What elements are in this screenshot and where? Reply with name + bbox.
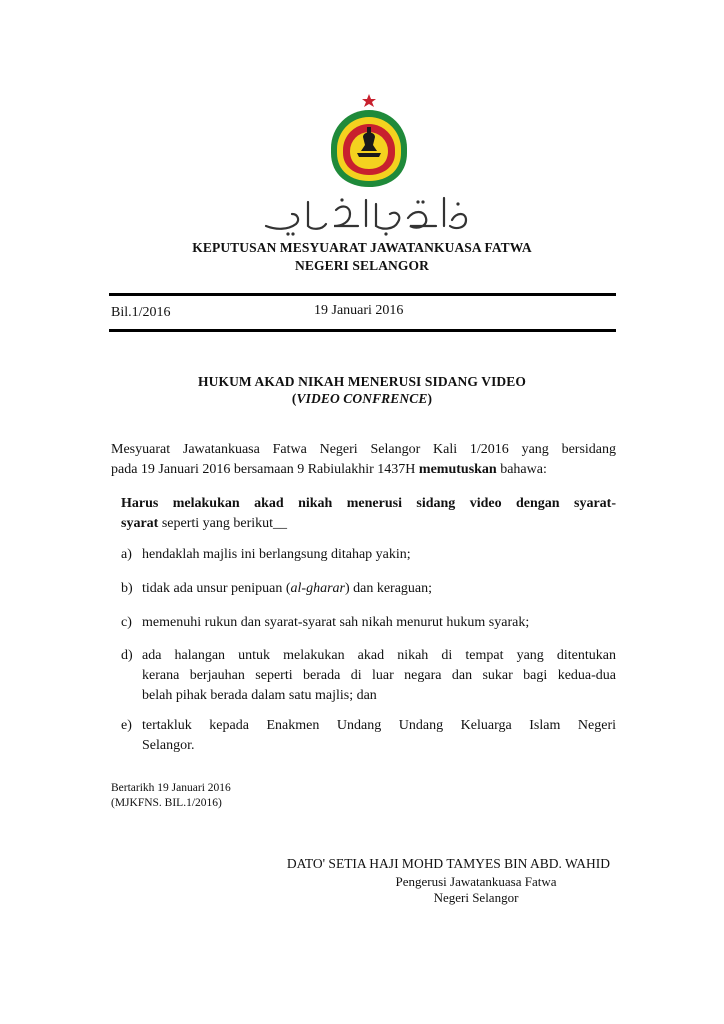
bottom-rule [109, 329, 616, 332]
intro-line-1: Mesyuarat Jawatankuasa Fatwa Negeri Selangor Kali 1/2016 yang bersidang [111, 442, 616, 457]
document-title-line-1: KEPUTUSAN MESYUARAT JAWATANKUASA FATWA [192, 240, 532, 255]
top-rule [109, 293, 616, 296]
signatory-position: Pengerusi Jawatankuasa Fatwa [395, 874, 557, 889]
topic-title-line-1: HUKUM AKAD NIKAH MENERUSI SIDANG VIDEO [198, 374, 526, 389]
topic-italic: VIDEO CONFRENCE [296, 391, 428, 406]
decision-line-2: syarat seperti yang berikut__ [121, 516, 288, 531]
decision-date: 19 Januari 2016 [314, 303, 404, 318]
signatory-name: DATO' SETIA HAJI MOHD TAMYES BIN ABD. WAHID [286, 856, 610, 871]
condition-e: e) tertakluk kepada Enakmen Undang Undang Keluarga Islam Negeri Selangor. [121, 718, 616, 753]
reference-number: Bil.1/2016 [111, 305, 171, 320]
dated-line: Bertarikh 19 Januari 2016 [111, 782, 231, 794]
decision-line-1: Harus melakukan akad nikah menerusi sidang video dengan syarat- [121, 496, 616, 511]
document-title-line-2: NEGERI SELANGOR [295, 258, 429, 273]
arabic-calligraphy-title [258, 190, 472, 238]
signatory-state: Negeri Selangor [433, 890, 519, 905]
reference-line: (MJKFNS. BIL.1/2016) [111, 797, 222, 809]
jabatan-mufti-selangor-emblem [327, 93, 411, 189]
intro-line-2: pada 19 Januari 2016 bersamaan 9 Rabiulakhir 1437H memutuskan bahawa: [111, 462, 547, 477]
condition-d: d) ada halangan untuk melakukan akad nikah di tempat yang ditentukan kerana berjauhan seperti berada di luar negara dan sukar bagi kedua-dua belah pihak berada dalam satu majlis; dan [121, 648, 616, 703]
topic-title-line-2: (VIDEO CONFRENCE) [291, 391, 433, 406]
